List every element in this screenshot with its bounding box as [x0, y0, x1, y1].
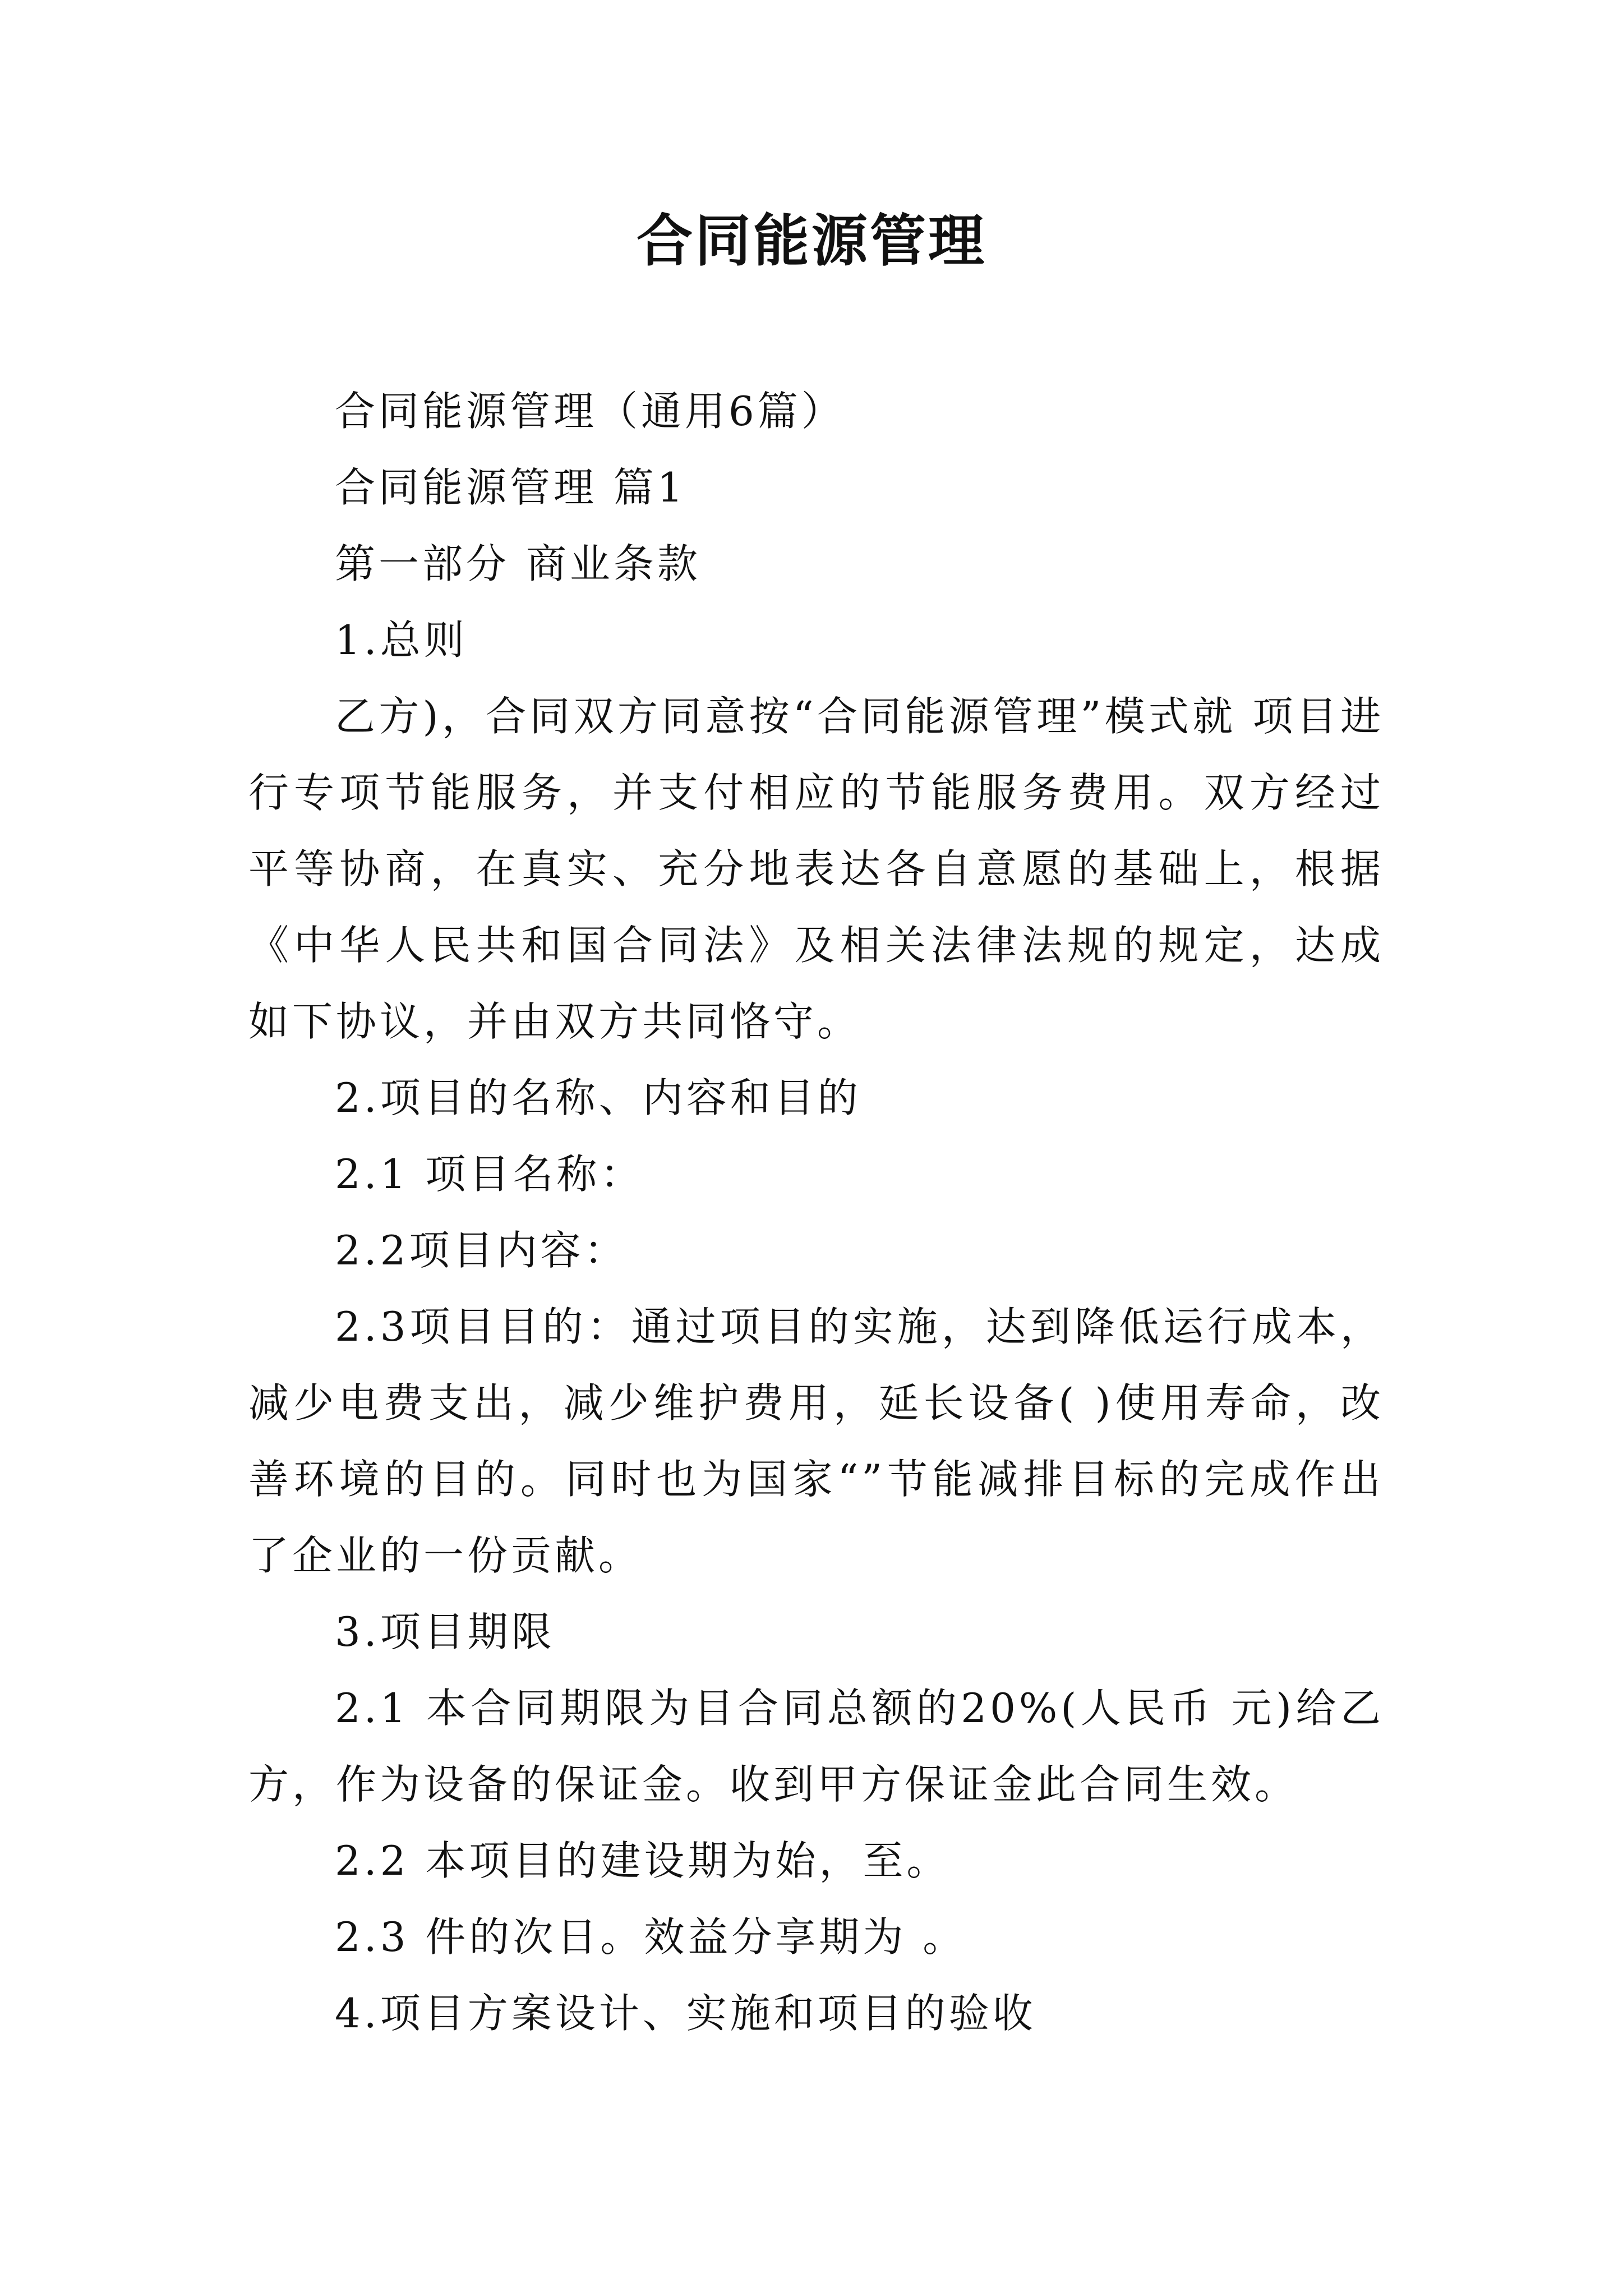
paragraph-clause-heading: 3.项目期限: [335, 1608, 555, 1655]
paragraph-clause-item: 2.1 项目名称：: [335, 1151, 644, 1198]
paragraph-clause-heading: 2.项目的名称、内容和目的: [335, 1074, 861, 1121]
paragraph-section-heading: 合同能源管理 篇1: [335, 464, 686, 511]
paragraph-clause-heading: 4.项目方案设计、实施和项目的验收: [335, 1990, 1036, 2037]
paragraph-body: 乙方)，合同双方同意按“合同能源管理”模式就 项目进行专项节能服务，并支付相应的节能服务费用。双方经过平等协商，在真实、充分地表达各自意愿的基础上，根据《中华人民共和国合同法》及相关法律法规的规定，达成如下协议，并由双方共同恪守。: [248, 693, 1384, 1045]
paragraph-clause-item: 2.3 件的次日。效益分享期为 。: [335, 1913, 967, 1961]
paragraph-body: 2.1 本合同期限为目合同总额的20%(人民币 元)给乙方，作为设备的保证金。收到甲方保证金此合同生效。: [248, 1685, 1384, 1808]
paragraph-clause-heading: 1.总则: [335, 616, 468, 664]
paragraph-clause-item: 2.2 本项目的建设期为始，至。: [335, 1837, 951, 1884]
document-body: [248, 373, 1384, 2051]
paragraph-body: 2.3项目目的：通过项目的实施，达到降低运行成本，减少电费支出，减少维护费用，延长设备( )使用寿命，改善环境的目的。同时也为国家“”节能减排目标的完成作出了企业的一份贡献。: [248, 1303, 1384, 1579]
paragraph-subtitle: 合同能源管理（通用6篇）: [335, 388, 845, 435]
paragraph-part-heading: 第一部分 商业条款: [335, 540, 701, 587]
paragraph-clause-item: 2.2项目内容：: [335, 1227, 628, 1274]
document-title: 合同能源管理: [637, 208, 986, 274]
